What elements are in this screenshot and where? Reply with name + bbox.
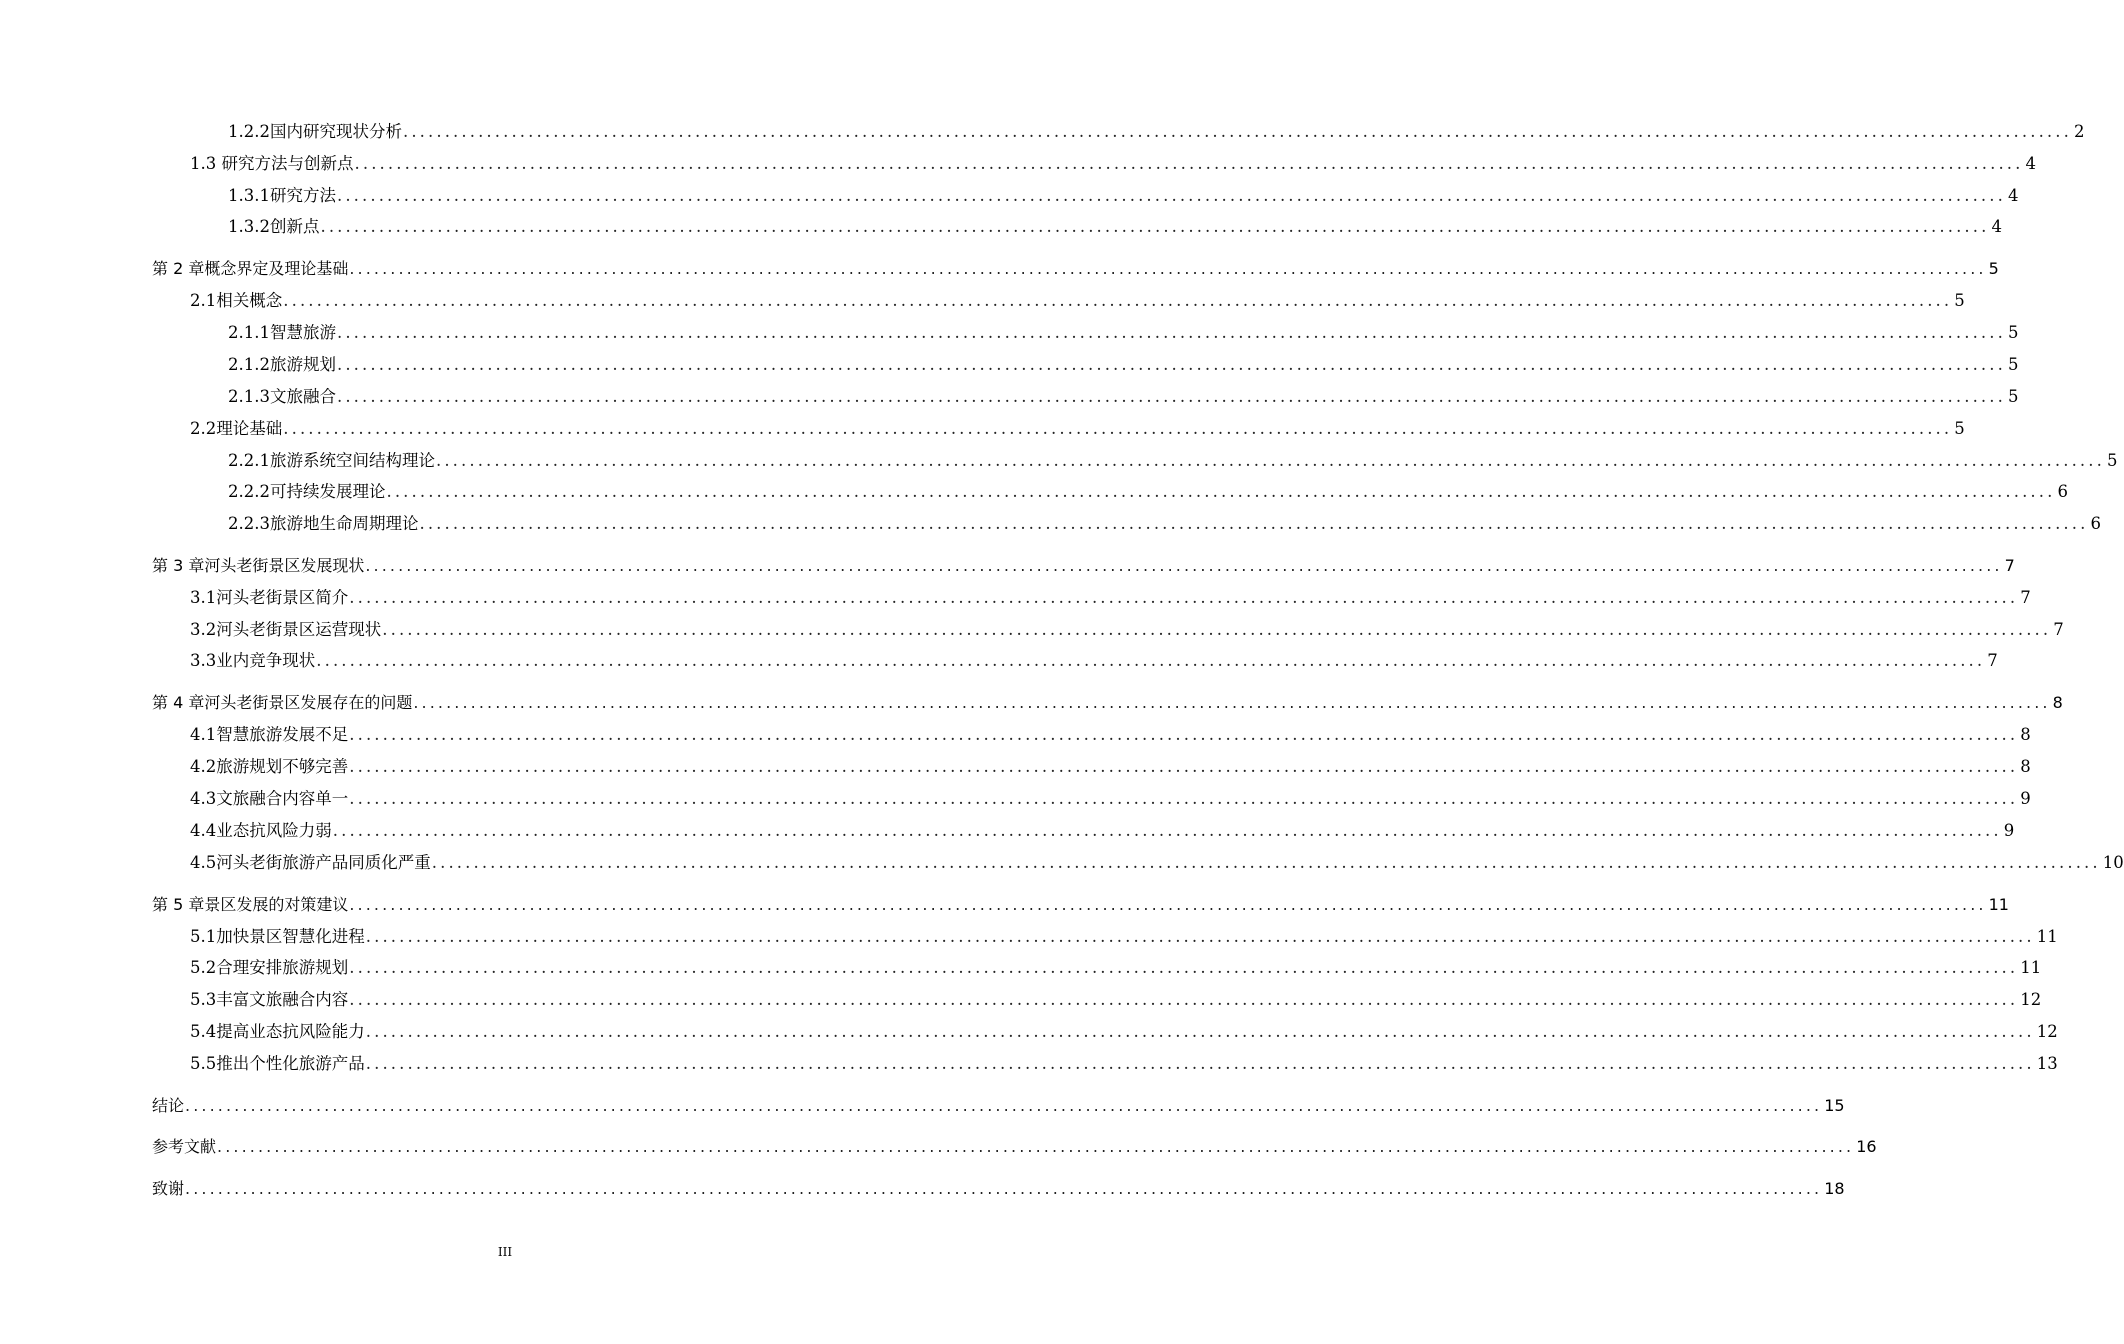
toc-leader-dots: ........................................................................................................................................................................................................: [354, 154, 2024, 173]
toc-leader-dots: ........................................................................................................................................................................................................: [332, 821, 2002, 840]
toc-entry-number: 第 5 章: [152, 895, 205, 914]
toc-leader-dots: ........................................................................................................................................................................................................: [365, 1022, 2035, 1041]
toc-entry-title: 河头老街景区运营现状: [216, 620, 382, 639]
toc-entry-page: 18: [1824, 1179, 1845, 1198]
toc-entry-number: 5.1: [190, 927, 217, 946]
toc-entry[interactable]: [228, 216, 2002, 238]
toc-entry-page: 5: [1954, 291, 1965, 310]
toc-entry-number: 4.4: [190, 821, 217, 840]
toc-entry-title: 合理安排旅游规划: [216, 958, 349, 977]
toc-entry-number: 2.1.3: [228, 387, 270, 406]
toc-leader-dots: ........................................................................................................................................................................................................: [349, 259, 1987, 278]
toc-entry-title: 参考文献: [152, 1137, 217, 1156]
toc-entry[interactable]: [228, 185, 2019, 207]
toc-entry-page: 8: [2020, 757, 2031, 776]
toc-entry-number: 1.2.2: [228, 122, 270, 141]
toc-entry-title: 国内研究现状分析: [269, 122, 402, 141]
toc-entry-title: 智慧旅游发展不足: [216, 725, 349, 744]
toc-entry-number: 5.2: [190, 958, 217, 977]
toc-entry-title: 推出个性化旅游产品: [216, 1054, 365, 1073]
toc-entry[interactable]: [228, 322, 2019, 344]
toc-entry-number: 1.3.1: [228, 186, 270, 205]
toc-entry[interactable]: [190, 852, 2124, 874]
toc-entry-number: 2.1.1: [228, 323, 270, 342]
toc-entry-page: 7: [2004, 556, 2015, 575]
toc-entry-title: 河头老街景区简介: [216, 588, 349, 607]
toc-entry-title: 河头老街景区发展现状: [204, 556, 365, 575]
toc-leader-dots: ........................................................................................................................................................................................................: [402, 122, 2072, 141]
toc-entry-page: 11: [1988, 895, 2009, 914]
toc-entry-page: 4: [1991, 217, 2002, 236]
toc-entry[interactable]: [190, 418, 1965, 440]
toc-entry[interactable]: [190, 756, 2031, 778]
toc-entry-title: 景区发展的对策建议: [204, 895, 349, 914]
toc-entry-page: 9: [2020, 789, 2031, 808]
toc-entry-page: 4: [2025, 154, 2036, 173]
toc-entry-title: 理论基础: [216, 419, 283, 438]
toc-entry[interactable]: [152, 555, 2015, 577]
toc-entry-title: 河头老街旅游产品同质化严重: [216, 853, 431, 872]
toc-entry[interactable]: [190, 1021, 2058, 1043]
toc-entry-number: 3.3: [190, 651, 217, 670]
toc-entry-number: 3.2: [190, 620, 217, 639]
toc-leader-dots: ........................................................................................................................................................................................................: [349, 990, 2019, 1009]
toc-entry-page: 7: [1987, 651, 1998, 670]
toc-entry[interactable]: [228, 513, 2101, 535]
toc-entry[interactable]: [228, 354, 2019, 376]
toc-leader-dots: ........................................................................................................................................................................................................: [336, 387, 2006, 406]
toc-entry[interactable]: [190, 153, 2036, 175]
toc-entry-number: 第 3 章: [152, 556, 205, 575]
toc-entry[interactable]: [152, 258, 1999, 280]
toc-entry[interactable]: [152, 894, 2009, 916]
toc-entry[interactable]: [152, 1178, 1845, 1200]
toc-entry[interactable]: [228, 386, 2019, 408]
toc-entry-number: 2.1: [190, 291, 217, 310]
toc-leader-dots: ........................................................................................................................................................................................................: [336, 355, 2006, 374]
toc-entry-page: 12: [2036, 1022, 2058, 1041]
toc-leader-dots: ........................................................................................................................................................................................................: [365, 927, 2035, 946]
toc-entry-number: 第 4 章: [152, 693, 205, 712]
toc-leader-dots: ........................................................................................................................................................................................................: [349, 588, 2019, 607]
toc-entry[interactable]: [190, 989, 2042, 1011]
toc-entry[interactable]: [228, 121, 2085, 143]
toc-entry-title: 可持续发展理论: [269, 482, 386, 501]
toc-entry-number: 4.5: [190, 853, 217, 872]
toc-entry-number: 4.2: [190, 757, 217, 776]
toc-entry-number: 3.1: [190, 588, 217, 607]
toc-entry-page: 11: [2020, 958, 2042, 977]
toc-entry[interactable]: [190, 820, 2015, 842]
toc-leader-dots: ........................................................................................................................................................................................................: [435, 451, 2105, 470]
toc-entry-page: 12: [2020, 990, 2042, 1009]
toc-entry-title: 1.3 研究方法与创新点: [190, 154, 354, 173]
toc-entry-title: 智慧旅游: [269, 323, 336, 342]
toc-leader-dots: ........................................................................................................................................................................................................: [365, 556, 2003, 575]
toc-entry-number: 5.3: [190, 990, 217, 1009]
toc-entry[interactable]: [152, 692, 2063, 714]
toc-entry[interactable]: [228, 481, 2068, 503]
toc-leader-dots: ........................................................................................................................................................................................................: [320, 217, 1990, 236]
toc-leader-dots: ........................................................................................................................................................................................................: [365, 1054, 2035, 1073]
toc-entry-number: 4.1: [190, 725, 217, 744]
toc-entry-number: 2.2.3: [228, 514, 270, 533]
toc-entry-page: 5: [1954, 419, 1965, 438]
toc-entry-page: 8: [2052, 693, 2063, 712]
toc-entry-page: 5: [2007, 387, 2019, 406]
toc-entry-title: 研究方法: [269, 186, 336, 205]
toc-entry-page: 6: [2057, 482, 2068, 501]
toc-entry-title: 河头老街景区发展存在的问题: [204, 693, 413, 712]
toc-leader-dots: ........................................................................................................................................................................................................: [386, 482, 2056, 501]
toc-entry[interactable]: [190, 926, 2058, 948]
toc-leader-dots: ........................................................................................................................................................................................................: [431, 853, 2101, 872]
toc-entry-page: 5: [2007, 355, 2019, 374]
toc-leader-dots: ........................................................................................................................................................................................................: [413, 693, 2051, 712]
toc-entry-number: 1.3.2: [228, 217, 270, 236]
toc-entry-page: 4: [2007, 186, 2019, 205]
toc-entry[interactable]: [190, 587, 2031, 609]
toc-entry-number: 2.2.2: [228, 482, 270, 501]
toc-entry-title: 业态抗风险力弱: [216, 821, 332, 840]
toc-leader-dots: ........................................................................................................................................................................................................: [419, 514, 2089, 533]
toc-entry[interactable]: [190, 290, 1965, 312]
toc-entry-page: 2: [2073, 122, 2085, 141]
toc-entry-title: 旅游规划不够完善: [216, 757, 349, 776]
toc-leader-dots: ........................................................................................................................................................................................................: [382, 620, 2052, 639]
toc-entry-number: 2.2: [190, 419, 217, 438]
toc-entry-title: 业内竞争现状: [216, 651, 316, 670]
page-number: III: [497, 1245, 513, 1259]
toc-leader-dots: ........................................................................................................................................................................................................: [217, 1137, 1855, 1156]
toc-entry[interactable]: [152, 1095, 1845, 1117]
toc-entry-page: 7: [2020, 588, 2031, 607]
toc-entry-title: 文旅融合内容单一: [216, 789, 349, 808]
toc-entry-number: 5.5: [190, 1054, 217, 1073]
toc-entry-title: 相关概念: [216, 291, 283, 310]
toc-entry-title: 旅游规划: [269, 355, 336, 374]
toc-entry-number: 第 2 章: [152, 259, 205, 278]
toc-leader-dots: ........................................................................................................................................................................................................: [349, 789, 2019, 808]
toc-leader-dots: ........................................................................................................................................................................................................: [185, 1096, 1823, 1115]
toc-entry-page: 13: [2036, 1054, 2058, 1073]
toc-entry-page: 5: [2106, 451, 2118, 470]
toc-leader-dots: ........................................................................................................................................................................................................: [349, 757, 2019, 776]
toc-entry[interactable]: [190, 650, 1998, 672]
toc-entry-page: 10: [2102, 853, 2124, 872]
toc-leader-dots: ........................................................................................................................................................................................................: [185, 1179, 1823, 1198]
toc-entry-number: 5.4: [190, 1022, 217, 1041]
toc-leader-dots: ........................................................................................................................................................................................................: [316, 651, 1986, 670]
toc-entry-page: 11: [2036, 927, 2058, 946]
toc-entry-title: 创新点: [269, 217, 320, 236]
toc-entry-number: 2.2.1: [228, 451, 270, 470]
toc-entry[interactable]: [190, 957, 2042, 979]
toc-leader-dots: ........................................................................................................................................................................................................: [349, 958, 2019, 977]
toc-leader-dots: ........................................................................................................................................................................................................: [336, 186, 2006, 205]
toc-entry[interactable]: [190, 724, 2031, 746]
toc-entry-title: 加快景区智慧化进程: [216, 927, 365, 946]
toc-entry-title: 结论: [152, 1096, 185, 1115]
toc-entry-page: 15: [1824, 1096, 1845, 1115]
toc-entry[interactable]: [190, 788, 2031, 810]
toc-entry-title: 文旅融合: [269, 387, 336, 406]
toc-entry-title: 致谢: [152, 1179, 185, 1198]
toc-entry-page: 5: [1988, 259, 1999, 278]
toc-leader-dots: ........................................................................................................................................................................................................: [349, 895, 1987, 914]
toc-entry-page: 6: [2090, 514, 2101, 533]
toc-leader-dots: ........................................................................................................................................................................................................: [283, 419, 1953, 438]
toc-entry-title: 旅游地生命周期理论: [269, 514, 419, 533]
toc-entry[interactable]: [152, 1136, 1877, 1158]
toc-entry[interactable]: [190, 1053, 2058, 1075]
toc-entry-title: 丰富文旅融合内容: [216, 990, 349, 1009]
toc-leader-dots: ........................................................................................................................................................................................................: [349, 725, 2019, 744]
toc-entry-number: 4.3: [190, 789, 217, 808]
toc-entry[interactable]: [228, 450, 2118, 472]
toc-leader-dots: ........................................................................................................................................................................................................: [283, 291, 1953, 310]
toc-entry-page: 9: [2003, 821, 2015, 840]
toc-leader-dots: ........................................................................................................................................................................................................: [336, 323, 2006, 342]
toc-entry[interactable]: [190, 619, 2064, 641]
toc-entry-number: 2.1.2: [228, 355, 270, 374]
toc-entry-title: 概念界定及理论基础: [204, 259, 349, 278]
toc-entry-page: 7: [2053, 620, 2064, 639]
toc-entry-page: 16: [1856, 1137, 1877, 1156]
toc-entry-title: 旅游系统空间结构理论: [269, 451, 435, 470]
toc-entry-page: 5: [2007, 323, 2019, 342]
toc-entry-page: 8: [2020, 725, 2031, 744]
toc-entry-title: 提高业态抗风险能力: [216, 1022, 365, 1041]
